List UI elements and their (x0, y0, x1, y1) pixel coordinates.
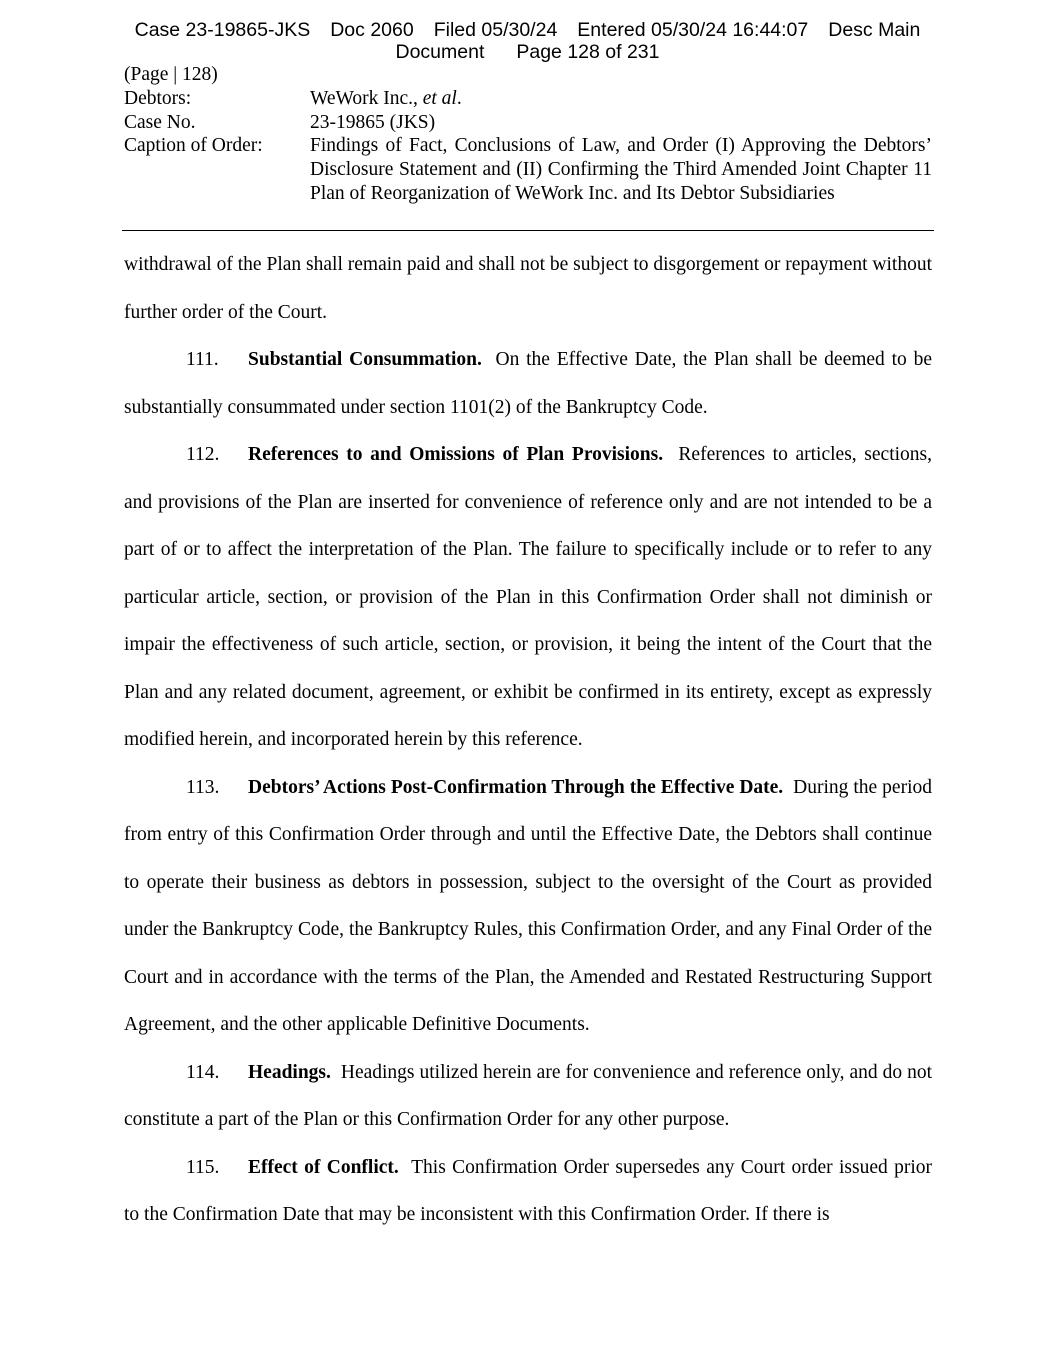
caption-case-label: Case No. (124, 111, 196, 133)
debtors-et-al: et al (422, 87, 457, 109)
paragraph-114 (124, 1049, 932, 1144)
caption-order-row (124, 134, 932, 205)
ecf-header-line-2 (0, 41, 1055, 63)
paragraph-113 (124, 764, 932, 1049)
filed-date: Filed 05/30/24 (433, 19, 558, 41)
paragraph-number: 112. (186, 444, 220, 465)
caption-debtors-value (310, 87, 932, 111)
document-label: Document (395, 41, 485, 63)
debtors-name: WeWork Inc., (310, 87, 423, 109)
paragraph-112 (124, 431, 932, 764)
caption-case-value: 23-19865 (JKS) (310, 111, 436, 133)
paragraph-text: During the period from entry of this Confirmation Order through and until the Effective Date, the Debtors shall continue to operate their business as debtors in possession, subject to the oversight of the Court as provided under the Bankruptcy Code, the Bankruptcy Rules, this Confirmation Order, and any Final Order of the Court and in accordance with the terms of the Plan, the Amended and Restated Restructuring Support Agreement, and the other applicable Definitive Documents. (124, 776, 932, 1035)
caption-page-ref: (Page | 128) (124, 64, 218, 85)
desc-main: Desc Main (828, 19, 921, 41)
paragraph-heading: Substantial Consummation. (248, 349, 482, 370)
case-number: Case 23-19865-JKS (134, 19, 311, 41)
caption-page-row (124, 63, 932, 87)
paragraph-number: 115. (186, 1156, 220, 1178)
caption-order-label: Caption of Order: (124, 135, 263, 157)
ecf-filing-header (0, 19, 1055, 63)
paragraph-heading: Headings. (248, 1061, 331, 1083)
paragraph-heading: Debtors’ Actions Post-Confirmation Through the Effective Date. (248, 776, 784, 798)
doc-number: Doc 2060 (330, 19, 414, 41)
paragraph-115 (124, 1144, 932, 1239)
paragraph-text: Headings utilized herein are for convenience and reference only, and do not constitute a part of the Plan or this Confirmation Order for any other purpose. (124, 1061, 932, 1130)
paragraph-text: On the Effective Date, the Plan shall be deemed to be substantially consummated under section 1101(2) of the Bankruptcy Code. (124, 349, 933, 418)
caption-divider (122, 230, 934, 231)
paragraph-text: This Confirmation Order supersedes any Court order issued prior to the Confirmation Date that may be inconsistent with this Confirmation Order. If there is (124, 1156, 932, 1225)
page-indicator: Page 128 of 231 (516, 41, 660, 63)
paragraph-text: References to articles, sections, and provisions of the Plan are inserted for convenience of reference only and are not intended to be a part of or to affect the interpretation of the Plan. The failure to specifically include or to refer to any particular article, section, or provision of the Plan in this Confirmation Order shall not diminish or impair the effectiveness of such article, section, or provision, it being the intent of the Court that the Plan and any related document, agreement, or exhibit be confirmed in its entirety, except as expressly modified herein, and incorporated herein by this reference. (124, 444, 933, 750)
ecf-header-line-1 (0, 19, 1055, 41)
paragraph-number: 114. (186, 1061, 220, 1083)
paragraph-number: 111. (186, 349, 219, 370)
caption-debtors-row (124, 87, 932, 111)
entered-date: Entered 05/30/24 16:44:07 (577, 19, 809, 41)
paragraph-heading: Effect of Conflict. (248, 1156, 399, 1178)
caption-case-row (124, 111, 932, 135)
paragraph-111 (124, 336, 932, 431)
caption-order-title: Findings of Fact, Conclusions of Law, and Order (I) Approving the Debtors’ Disclosure Statement and (II) Confirming the Third Amended Joint Chapter 11 Plan of Reorganization of WeWork Inc. and Its Debtor Subsidiaries (310, 135, 932, 204)
continuation-text: withdrawal of the Plan shall remain paid and shall not be subject to disgorgement or repayment without further order of the Court. (124, 254, 932, 323)
paragraph-heading: References to and Omissions of Plan Provisions. (248, 444, 664, 465)
debtors-period: . (456, 87, 462, 109)
order-body (124, 241, 932, 1239)
caption-debtors-label: Debtors: (124, 87, 192, 109)
paragraph-number: 113. (186, 776, 220, 798)
order-caption (124, 63, 932, 206)
